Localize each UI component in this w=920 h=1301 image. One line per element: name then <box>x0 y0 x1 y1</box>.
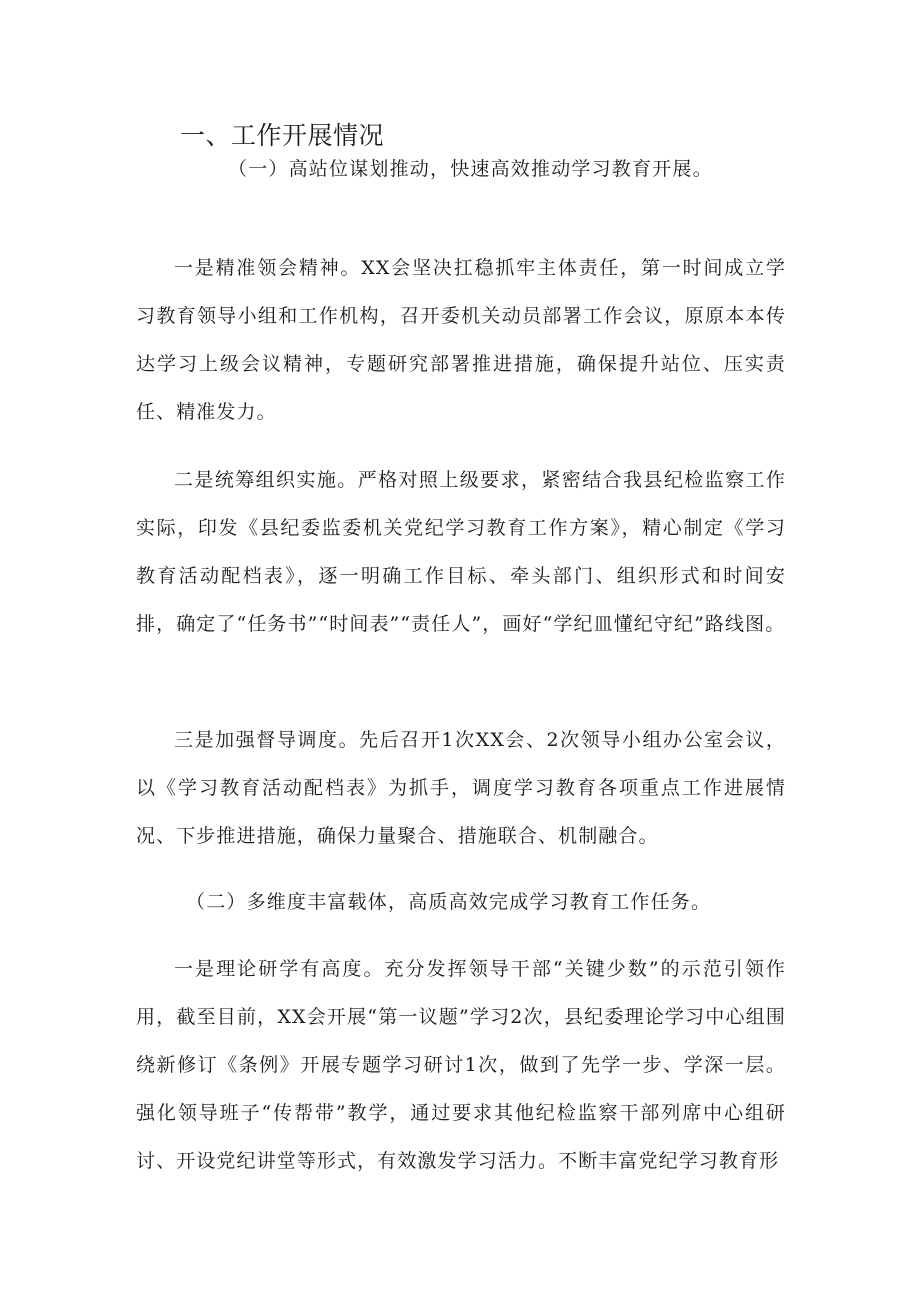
section-heading: 一、工作开展情况 <box>180 121 385 150</box>
paragraph-supervision-scheduling: 三是加强督导调度。先后召开1次XX会、2次领导小组办公室会议，以《学习教育活动配档表》为抓手，调度学习教育各项重点工作进展情况、下步推进措施，确保力量聚合、措施联合、机制融合。 <box>136 729 786 847</box>
subsection-title-2: （二）多维度丰富载体，高质高效完成学习教育工作任务。 <box>186 891 712 913</box>
paragraph-coordinated-implementation: 二是统筹组织实施。严格对照上级要求，紧密结合我县纪检监察工作实际，印发《县纪委监委机关党纪学习教育工作方案》，精心制定《学习教育活动配档表》，逐一明确工作目标、牵头部门、组织形式和时间安排，确定了“任务书”“时间表”“责任人”，画好“学纪皿懂纪守纪”路线图。 <box>136 469 786 635</box>
subsection-title-1: （一）高站位谋划推动，快速高效推动学习教育开展。 <box>228 158 713 180</box>
paragraph-theory-study: 一是理论研学有高度。充分发挥领导干部“关键少数”的示范引领作用，截至目前，XX会开展“第一议题”学习2次，县纪委理论学习中心组围绕新修订《条例》开展专题学习研讨1次，做到了先学一步、学深一层。强化领导班子“传帮带”教学，通过要求其他纪检监察干部列席中心组研讨、开设党纪讲堂等形式，有效激发学习活力。不断丰富党纪学习教育形 <box>136 958 786 1172</box>
paragraph-precise-understanding: 一是精准领会精神。XX会坚决扛稳抓牢主体责任，第一时间成立学习教育领导小组和工作机构，召开委机关动员部署工作会议，原原本本传达学习上级会议精神，专题研究部署推进措施，确保提升站位、压实责任、精准发力。 <box>136 257 786 423</box>
